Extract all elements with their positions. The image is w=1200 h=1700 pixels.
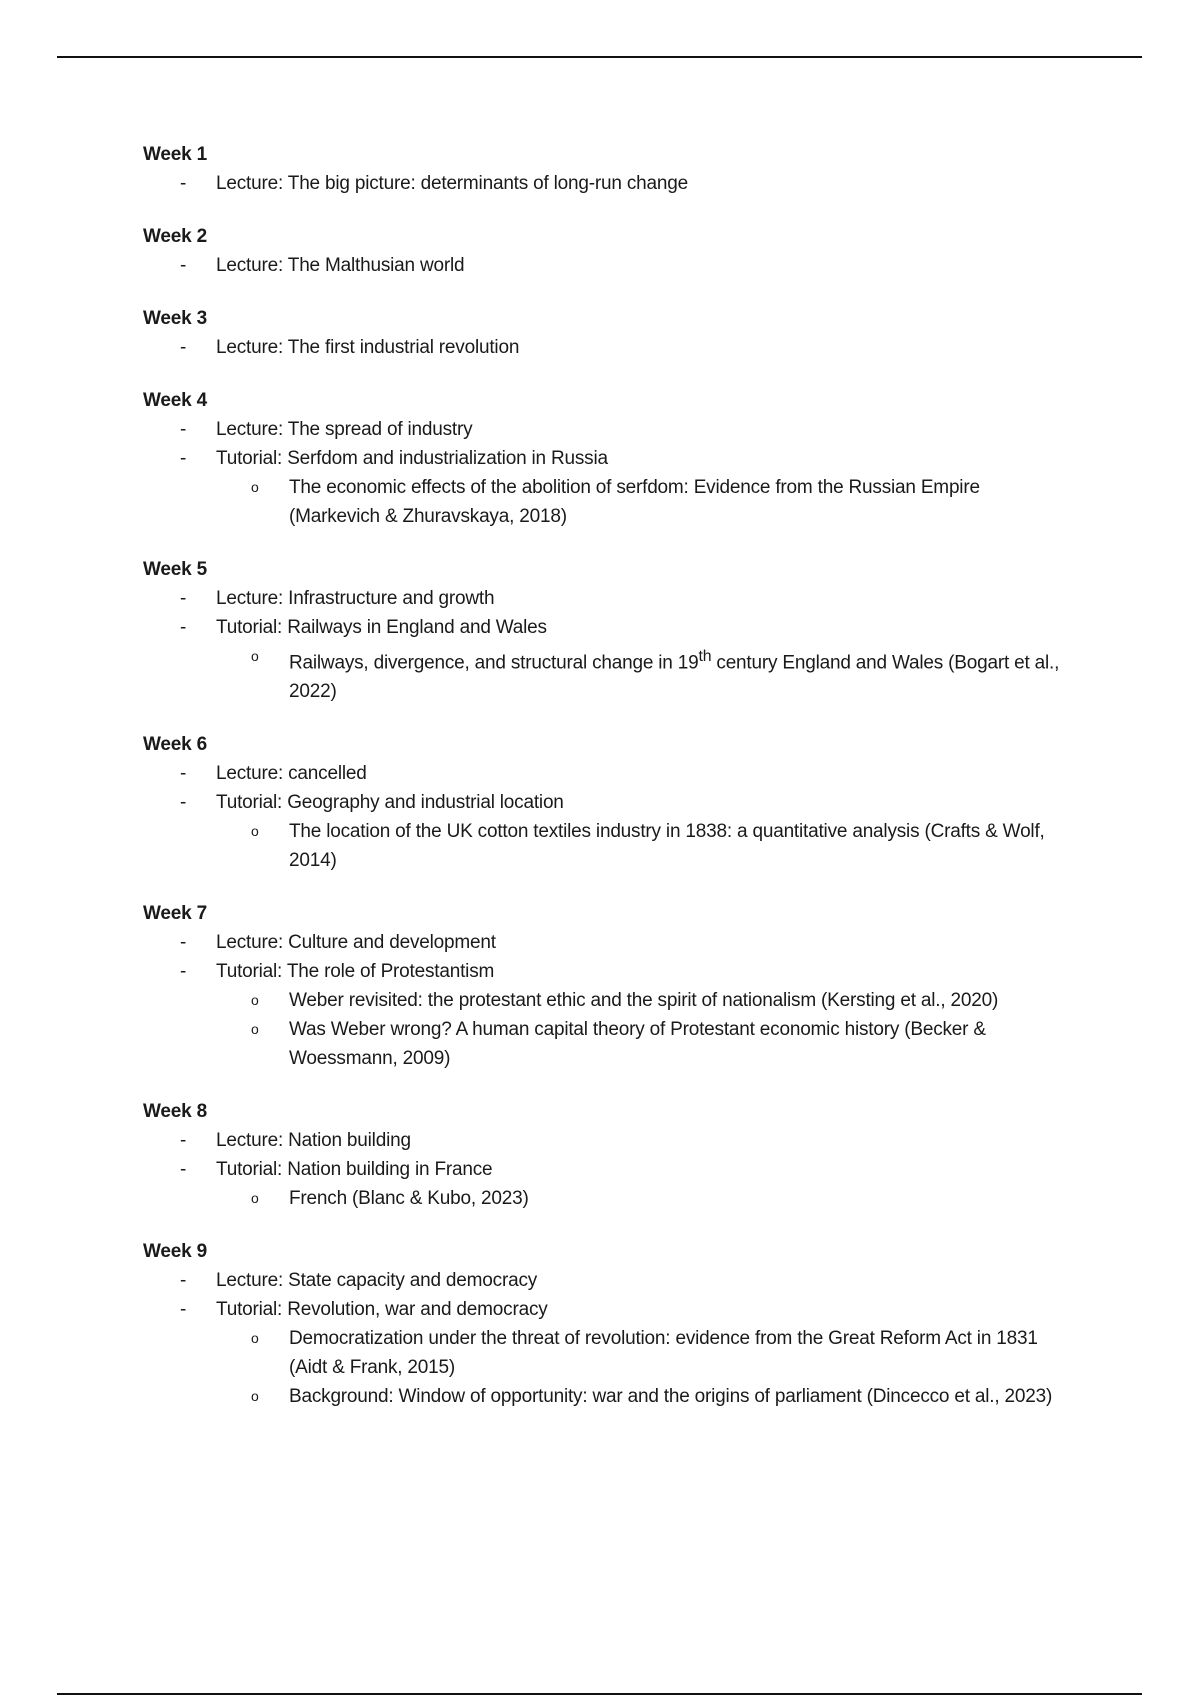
session-item bbox=[143, 928, 1073, 957]
session-item bbox=[143, 1126, 1073, 1155]
session-item-text: Lecture: Nation building bbox=[216, 1130, 411, 1152]
reading-item bbox=[143, 986, 1073, 1015]
circle-bullet: o bbox=[251, 1190, 259, 1207]
reading-text: Was Weber wrong? A human capital theory of Protestant economic history (Becker & Woessmann, 2009) bbox=[289, 1019, 986, 1070]
week-section bbox=[143, 1237, 1073, 1411]
circle-bullet: o bbox=[251, 1021, 259, 1038]
session-item-text: Tutorial: The role of Protestantism bbox=[216, 961, 495, 983]
session-item-text: Lecture: cancelled bbox=[216, 763, 367, 785]
session-item-text: Tutorial: Serfdom and industrialization in Russia bbox=[216, 448, 608, 469]
reading-item bbox=[143, 817, 1073, 875]
reading-text: Democratization under the threat of revolution: evidence from the Great Reform Act in 1831 (Aidt & Frank, 2015) bbox=[289, 1328, 1038, 1379]
session-item-text: Tutorial: Railways in England and Wales bbox=[216, 617, 547, 638]
dash-bullet: - bbox=[180, 1270, 187, 1292]
session-item-text: Tutorial: Geography and industrial location bbox=[216, 792, 564, 814]
session-item bbox=[143, 788, 1073, 817]
week-heading: Week 9 bbox=[143, 1241, 207, 1263]
session-item-text: Lecture: Infrastructure and growth bbox=[216, 588, 495, 609]
week-section bbox=[143, 386, 1073, 531]
dash-bullet: - bbox=[180, 792, 187, 814]
dash-bullet: - bbox=[180, 1159, 187, 1181]
session-item bbox=[143, 1295, 1073, 1324]
reading-text: Weber revisited: the protestant ethic and the spirit of nationalism (Kersting et al., 2020) bbox=[289, 990, 999, 1012]
week-heading: Week 3 bbox=[143, 308, 207, 329]
dash-bullet: - bbox=[180, 448, 187, 469]
dash-bullet: - bbox=[180, 337, 187, 358]
session-item-text: Lecture: The spread of industry bbox=[216, 419, 473, 440]
dash-bullet: - bbox=[180, 1299, 187, 1321]
reading-text: The location of the UK cotton textiles industry in 1838: a quantitative analysis (Crafts & Wolf, 2014) bbox=[289, 821, 1045, 872]
dash-bullet: - bbox=[180, 617, 187, 638]
session-item bbox=[143, 444, 1073, 473]
week-section bbox=[143, 222, 1073, 280]
week-heading: Week 5 bbox=[143, 559, 207, 580]
week-heading: Week 8 bbox=[143, 1101, 207, 1123]
circle-bullet: o bbox=[251, 823, 259, 840]
reading-superscript: th bbox=[698, 648, 712, 665]
reading-text: century England and Wales (Bogart et al., 2022) bbox=[289, 652, 1060, 703]
session-item-text: Lecture: Culture and development bbox=[216, 932, 496, 954]
session-item-text: Lecture: The first industrial revolution bbox=[216, 337, 520, 358]
circle-bullet: o bbox=[251, 479, 259, 495]
dash-bullet: - bbox=[180, 255, 187, 276]
week-section bbox=[143, 304, 1073, 362]
reading-text: The economic effects of the abolition of serfdom: Evidence from the Russian Empire (Markevich & Zhuravskaya, 2018) bbox=[289, 477, 980, 527]
session-item bbox=[143, 957, 1073, 986]
session-item-text: Lecture: The Malthusian world bbox=[216, 255, 465, 276]
reading-item bbox=[143, 1382, 1073, 1411]
session-item-text: Tutorial: Revolution, war and democracy bbox=[216, 1299, 548, 1321]
week-heading: Week 7 bbox=[143, 903, 207, 925]
circle-bullet: o bbox=[251, 1330, 259, 1347]
document-body bbox=[143, 140, 1073, 1435]
session-item bbox=[143, 584, 1073, 613]
dash-bullet: - bbox=[180, 1130, 187, 1152]
footer-rule bbox=[57, 1693, 1142, 1695]
dash-bullet: - bbox=[180, 763, 187, 785]
reading-item bbox=[143, 1184, 1073, 1213]
session-item bbox=[143, 1266, 1073, 1295]
week-section bbox=[143, 730, 1073, 875]
session-item bbox=[143, 169, 1073, 198]
reading-item bbox=[143, 1324, 1073, 1382]
reading-text: Background: Window of opportunity: war and the origins of parliament (Dincecco et al., 2023) bbox=[289, 1386, 1053, 1408]
circle-bullet: o bbox=[251, 648, 259, 664]
session-item bbox=[143, 415, 1073, 444]
session-item-text: Lecture: The big picture: determinants of long-run change bbox=[216, 173, 688, 194]
week-section bbox=[143, 1097, 1073, 1213]
session-item bbox=[143, 1155, 1073, 1184]
dash-bullet: - bbox=[180, 588, 187, 609]
session-item bbox=[143, 613, 1073, 642]
session-item bbox=[143, 759, 1073, 788]
reading-text: Railways, divergence, and structural change in 19 bbox=[289, 652, 699, 674]
dash-bullet: - bbox=[180, 932, 187, 954]
week-heading: Week 4 bbox=[143, 390, 207, 411]
session-item-text: Tutorial: Nation building in France bbox=[216, 1159, 493, 1181]
week-heading: Week 2 bbox=[143, 226, 207, 247]
reading-item bbox=[143, 642, 1073, 706]
session-item-text: Lecture: State capacity and democracy bbox=[216, 1270, 538, 1292]
session-item bbox=[143, 251, 1073, 280]
week-section bbox=[143, 140, 1073, 198]
circle-bullet: o bbox=[251, 1388, 259, 1405]
dash-bullet: - bbox=[180, 961, 187, 983]
header-rule bbox=[57, 56, 1142, 58]
circle-bullet: o bbox=[251, 992, 259, 1009]
session-item bbox=[143, 333, 1073, 362]
reading-item bbox=[143, 473, 1073, 531]
week-heading: Week 1 bbox=[143, 144, 207, 165]
dash-bullet: - bbox=[180, 419, 187, 440]
week-section bbox=[143, 555, 1073, 706]
week-heading: Week 6 bbox=[143, 734, 207, 756]
reading-text: French (Blanc & Kubo, 2023) bbox=[289, 1188, 529, 1210]
reading-item bbox=[143, 1015, 1073, 1073]
dash-bullet: - bbox=[180, 173, 187, 194]
week-section bbox=[143, 899, 1073, 1073]
